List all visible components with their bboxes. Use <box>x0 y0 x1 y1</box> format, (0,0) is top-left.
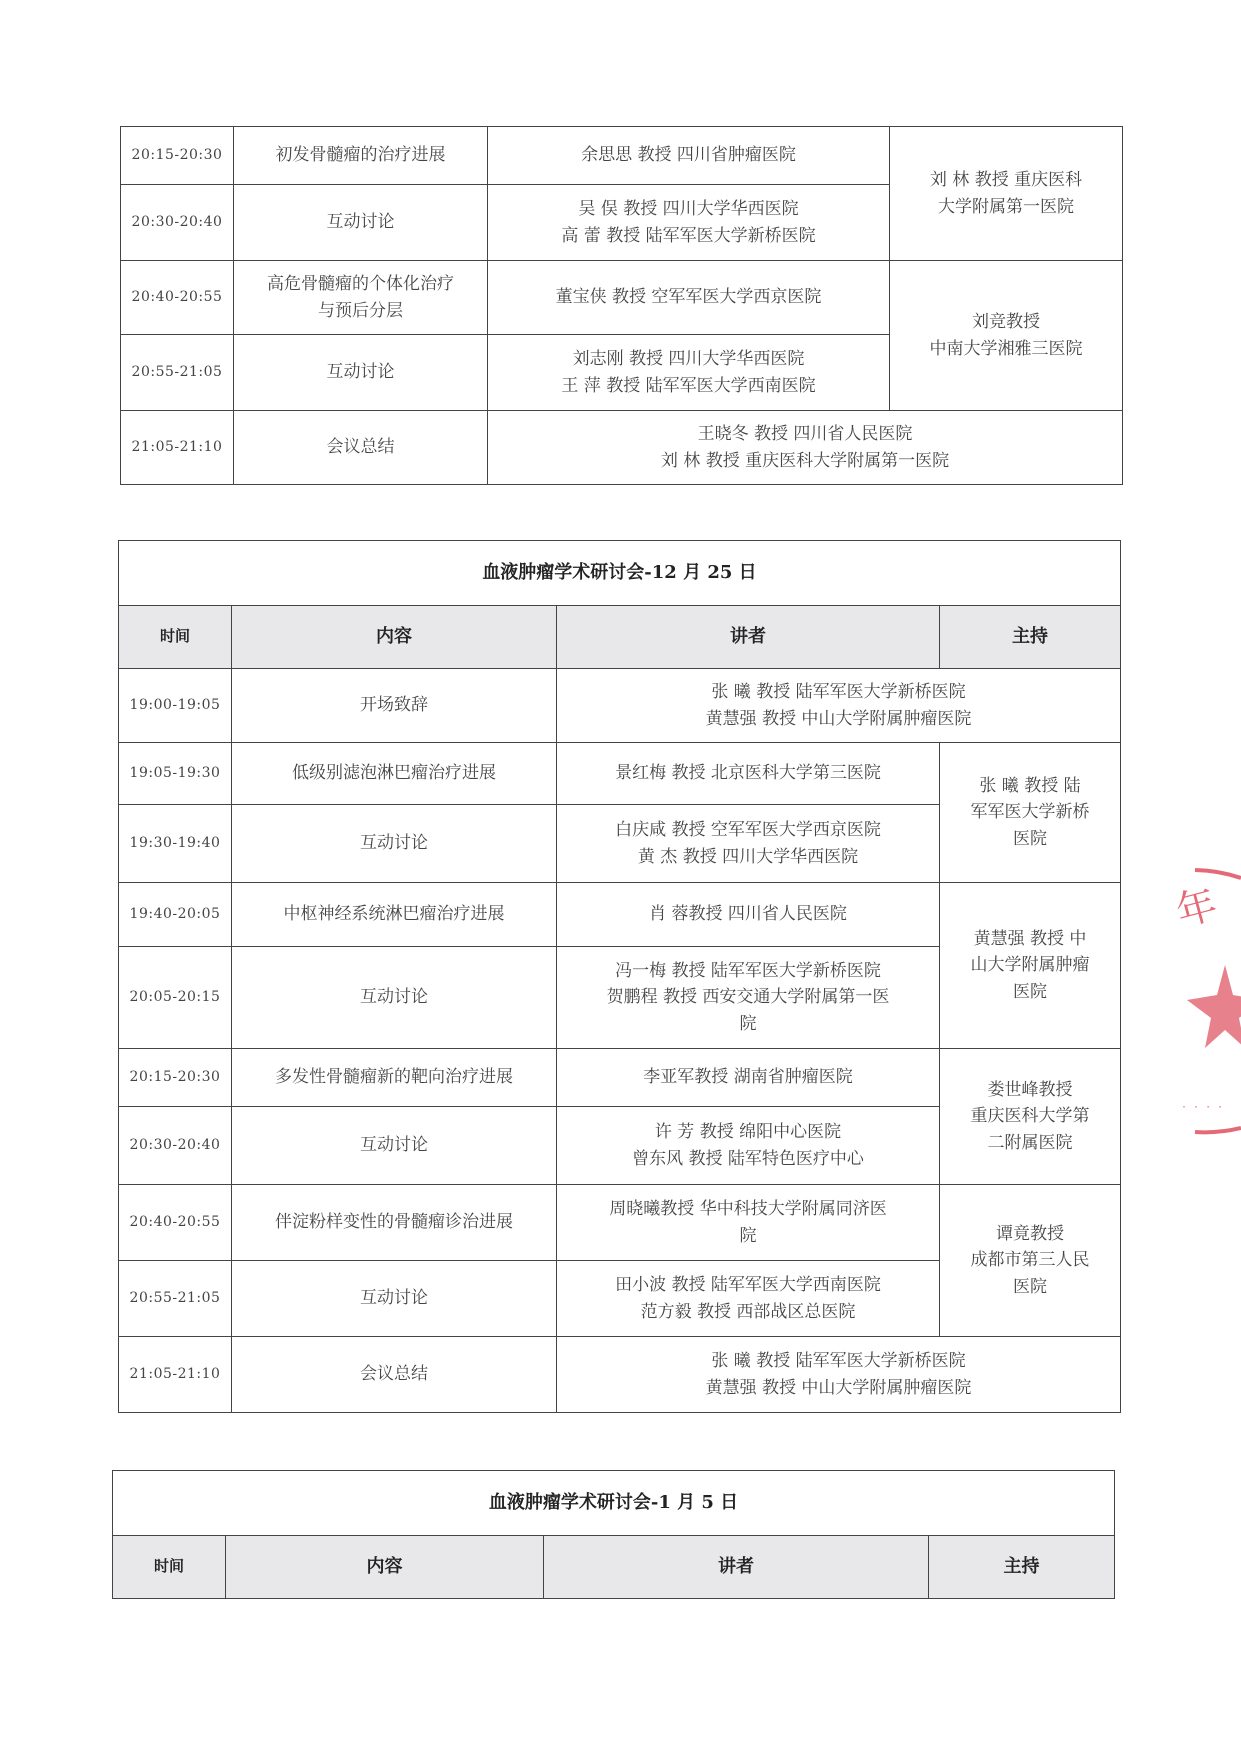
content-cell: 互动讨论 <box>232 1261 557 1337</box>
time-cell: 21:05-21:10 <box>119 1337 232 1413</box>
host-cell: 刘 林 教授 重庆医科 大学附属第一医院 <box>890 127 1123 261</box>
content-cell: 会议总结 <box>234 411 488 485</box>
content-cell: 互动讨论 <box>232 947 557 1049</box>
speaker-cell: 吴 俣 教授 四川大学华西医院 高 蕾 教授 陆军军医大学新桥医院 <box>488 185 890 261</box>
schedule-table-jan5 <box>112 1470 1115 1599</box>
time-cell: 20:55-21:05 <box>119 1261 232 1337</box>
header-host: 主持 <box>940 606 1121 669</box>
time-cell: 20:30-20:40 <box>119 1107 232 1185</box>
schedule-table-continued <box>120 126 1123 485</box>
time-cell: 19:40-20:05 <box>119 883 232 947</box>
schedule-table-dec25 <box>118 540 1121 1413</box>
speaker-cell: 刘志刚 教授 四川大学华西医院 王 萍 教授 陆军军医大学西南医院 <box>488 335 890 411</box>
table-row <box>119 1185 1121 1261</box>
time-cell: 20:40-20:55 <box>119 1185 232 1261</box>
seal-code-marks: · · · · <box>1181 1102 1224 1113</box>
content-cell: 初发骨髓瘤的治疗进展 <box>234 127 488 185</box>
content-cell: 低级别滤泡淋巴瘤治疗进展 <box>232 743 557 805</box>
header-content: 内容 <box>226 1536 544 1599</box>
speaker-cell: 白庆咸 教授 空军军医大学西京医院 黄 杰 教授 四川大学华西医院 <box>557 805 940 883</box>
speaker-cell: 冯一梅 教授 陆军军医大学新桥医院 贺鹏程 教授 西安交通大学附属第一医 院 <box>557 947 940 1049</box>
host-cell: 谭竟教授 成都市第三人民 医院 <box>940 1185 1121 1337</box>
header-time: 时间 <box>119 606 232 669</box>
time-cell: 20:40-20:55 <box>121 261 234 335</box>
time-cell: 19:30-19:40 <box>119 805 232 883</box>
header-row <box>113 1536 1115 1599</box>
speaker-cell: 余思思 教授 四川省肿瘤医院 <box>488 127 890 185</box>
content-cell: 多发性骨髓瘤新的靶向治疗进展 <box>232 1049 557 1107</box>
speaker-cell: 许 芳 教授 绵阳中心医院 曾东风 教授 陆军特色医疗中心 <box>557 1107 940 1185</box>
header-time: 时间 <box>113 1536 226 1599</box>
time-cell: 20:55-21:05 <box>121 335 234 411</box>
red-seal-stamp <box>1165 860 1241 1140</box>
table-row <box>119 1337 1121 1413</box>
table-row <box>119 743 1121 805</box>
time-cell: 20:05-20:15 <box>119 947 232 1049</box>
content-cell: 互动讨论 <box>232 805 557 883</box>
host-cell: 黄慧强 教授 中 山大学附属肿瘤 医院 <box>940 883 1121 1049</box>
table-title: 血液肿瘤学术研讨会-1 月 5 日 <box>113 1471 1115 1536</box>
table-title-row <box>119 541 1121 606</box>
content-cell: 中枢神经系统淋巴瘤治疗进展 <box>232 883 557 947</box>
seal-character: 年 <box>1171 881 1222 936</box>
speaker-cell: 李亚军教授 湖南省肿瘤医院 <box>557 1049 940 1107</box>
time-cell: 20:15-20:30 <box>121 127 234 185</box>
speaker-cell: 董宝侠 教授 空军军医大学西京医院 <box>488 261 890 335</box>
time-cell: 20:30-20:40 <box>121 185 234 261</box>
header-row <box>119 606 1121 669</box>
time-cell: 19:00-19:05 <box>119 669 232 743</box>
content-cell: 互动讨论 <box>234 185 488 261</box>
speaker-cell: 张 曦 教授 陆军军医大学新桥医院 黄慧强 教授 中山大学附属肿瘤医院 <box>557 1337 1121 1413</box>
content-cell: 会议总结 <box>232 1337 557 1413</box>
speaker-cell: 肖 蓉教授 四川省人民医院 <box>557 883 940 947</box>
time-cell: 19:05-19:30 <box>119 743 232 805</box>
content-cell: 开场致辞 <box>232 669 557 743</box>
table-title: 血液肿瘤学术研讨会-12 月 25 日 <box>119 541 1121 606</box>
table-title-row <box>113 1471 1115 1536</box>
host-cell: 刘竞教授 中南大学湘雅三医院 <box>890 261 1123 411</box>
table-row <box>119 669 1121 743</box>
speaker-cell: 周晓曦教授 华中科技大学附属同济医 院 <box>557 1185 940 1261</box>
table-row <box>119 1049 1121 1107</box>
header-host: 主持 <box>929 1536 1115 1599</box>
seal-star-icon <box>1187 965 1241 1048</box>
speaker-cell: 景红梅 教授 北京医科大学第三医院 <box>557 743 940 805</box>
host-cell: 张 曦 教授 陆 军军医大学新桥 医院 <box>940 743 1121 883</box>
table-row <box>121 127 1123 185</box>
time-cell: 20:15-20:30 <box>119 1049 232 1107</box>
speaker-cell: 田小波 教授 陆军军医大学西南医院 范方毅 教授 西部战区总医院 <box>557 1261 940 1337</box>
host-cell: 娄世峰教授 重庆医科大学第 二附属医院 <box>940 1049 1121 1185</box>
speaker-cell: 王晓冬 教授 四川省人民医院 刘 林 教授 重庆医科大学附属第一医院 <box>488 411 1123 485</box>
content-cell: 互动讨论 <box>234 335 488 411</box>
table-row <box>121 261 1123 335</box>
content-cell: 高危骨髓瘤的个体化治疗 与预后分层 <box>234 261 488 335</box>
content-cell: 互动讨论 <box>232 1107 557 1185</box>
header-content: 内容 <box>232 606 557 669</box>
table-row <box>119 883 1121 947</box>
time-cell: 21:05-21:10 <box>121 411 234 485</box>
header-speaker: 讲者 <box>557 606 940 669</box>
content-cell: 伴淀粉样变性的骨髓瘤诊治进展 <box>232 1185 557 1261</box>
speaker-cell: 张 曦 教授 陆军军医大学新桥医院 黄慧强 教授 中山大学附属肿瘤医院 <box>557 669 1121 743</box>
table-row <box>121 411 1123 485</box>
header-speaker: 讲者 <box>544 1536 929 1599</box>
